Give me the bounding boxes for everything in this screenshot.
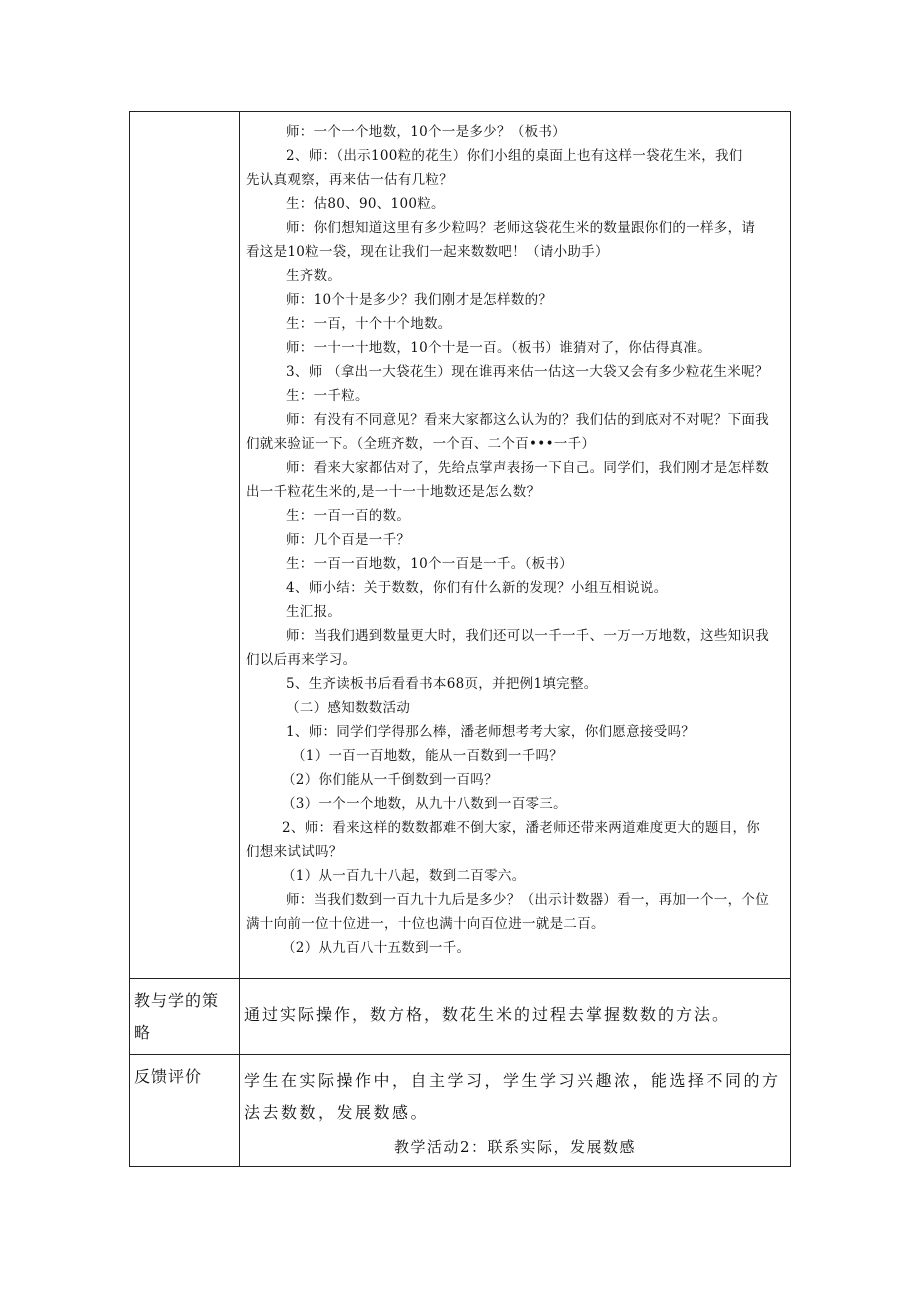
process-line: （3）一个一个地数，从九十八数到一百零三。: [282, 796, 567, 812]
process-line: 师：当我们数到一百九十九后是多少？（出示计数器）看一，再加一个一，个位: [286, 892, 769, 908]
process-line: 师：有没有不同意见？看来大家都这么认为的？我们估的到底对不对呢？下面我: [286, 412, 769, 428]
process-line: 生齐数。: [286, 268, 342, 284]
lesson-plan-table: [129, 111, 791, 1167]
teaching-process-row: [130, 112, 791, 979]
feedback-row: [130, 1055, 791, 1167]
process-line: 师：你们想知道这里有多少粒吗？老师这袋花生米的数量跟你们的一样多，请: [286, 220, 756, 236]
process-line: 师：当我们遇到数量更大时，我们还可以一千一千、一万一万地数，这些知识我: [286, 628, 769, 644]
process-line: 师：几个百是一千？: [286, 532, 411, 548]
process-label-cell: [130, 112, 240, 979]
strategy-label: 教与学的策略: [130, 979, 240, 1055]
process-line: 2、师：看来这样的数数都难不倒大家，潘老师还带来两道难度更大的题目，你: [282, 820, 761, 836]
process-line: 师：看来大家都估对了，先给点掌声表扬一下自己。同学们，我们刚才是怎样数: [286, 460, 769, 476]
process-line: 满十向前一位十位进一，十位也满十向百位进一就是二百。: [246, 916, 605, 932]
process-line: 3、师 （拿出一大袋花生）现在谁再来估一估这一大袋又会有多少粒花生米呢？: [286, 364, 769, 380]
process-line: 们就来验证一下。（全班齐数，一个百、二个百•••一千）: [246, 436, 596, 452]
feedback-text: 学生在实际操作中，自主学习，学生学习兴趣浓，能选择不同的方法去数数，发展数感。: [244, 1071, 781, 1122]
process-line: 1、师：同学们学得那么棒，潘老师想考考大家，你们愿意接受吗？: [286, 724, 696, 740]
strategy-text: 通过实际操作，数方格，数花生米的过程去掌握数数的方法。: [244, 1005, 731, 1024]
process-line: 看这是10粒一袋，现在让我们一起来数数吧！（请小助手）: [246, 244, 609, 260]
process-line: 生：一百一百地数，10个一百是一千。（板书）: [286, 556, 574, 572]
feedback-cell: [240, 1055, 791, 1167]
process-line: （2）你们能从一千倒数到一百吗？: [282, 772, 498, 788]
strategy-row: [130, 979, 791, 1055]
section-heading: （二）感知数数活动: [286, 700, 411, 716]
process-line: 出一千粒花生米的,是一十一十地数还是怎么数？: [246, 484, 541, 500]
process-line: 们想来试试吗？: [246, 844, 343, 860]
process-line: 师：一个一个地数，10个一是多少？（板书）: [286, 124, 566, 140]
process-line: 先认真观察，再来估一估有几粒？: [246, 172, 453, 188]
process-line: （2）从九百八十五数到一千。: [282, 940, 471, 956]
process-line: （1）从一百九十八起，数到二百零六。: [282, 868, 526, 884]
process-line: 生汇报。: [286, 604, 342, 620]
process-line: 们以后再来学习。: [246, 652, 357, 668]
process-line: 生：一千粒。: [286, 388, 369, 404]
process-line: 4、师小结：关于数数，你们有什么新的发现？小组互相说说。: [286, 580, 668, 596]
activity-title: 教学活动2：联系实际，发展数感: [393, 1138, 637, 1156]
process-line: 5、生齐读板书后看看书本68页，并把例1填完整。: [286, 676, 598, 692]
process-line: （1）一百一百地数，能从一百数到一千吗？: [292, 748, 564, 764]
strategy-cell: [240, 979, 791, 1055]
process-line: 生：估80、90、100粒。: [286, 196, 445, 212]
process-line: 师：10个十是多少？我们刚才是怎样数的？: [286, 292, 553, 308]
process-line: 2、师：（出示100粒的花生）你们小组的桌面上也有这样一袋花生米，我们: [286, 148, 743, 164]
process-line: 生：一百，十个十个地数。: [286, 316, 452, 332]
feedback-label: 反馈评价: [130, 1055, 240, 1167]
process-line: 生：一百一百的数。: [286, 508, 411, 524]
process-line: 师：一十一十地数，10个十是一百。（板书）谁猜对了，你估得真准。: [286, 340, 712, 356]
teaching-process-cell: [240, 112, 791, 979]
